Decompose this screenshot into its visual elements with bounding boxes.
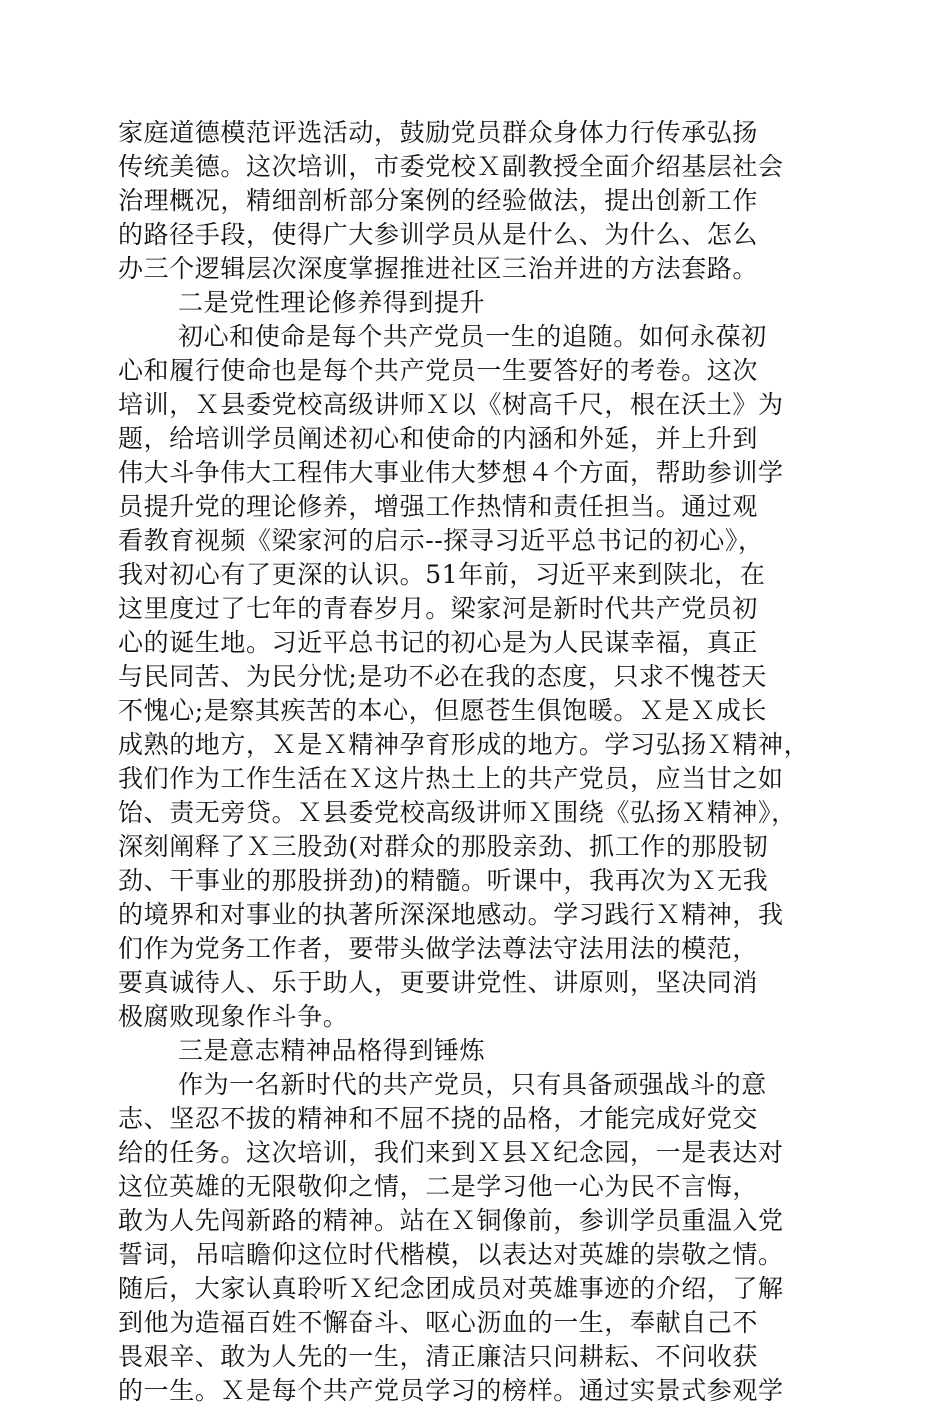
- paragraph-line-indented: 作为一名新时代的共产党员，只有具备顽强战斗的意: [178, 1070, 767, 1099]
- paragraph-line: 要真诚待人、乐于助人，更要讲党性、讲原则，坚决同消: [118, 968, 759, 997]
- paragraph-line: 的境界和对事业的执著所深深地感动。学习践行Ｘ精神，我: [118, 900, 784, 929]
- paragraph-line: 办三个逻辑层次深度掌握推进社区三治并进的方法套路。: [118, 254, 759, 283]
- paragraph-line: 心和履行使命也是每个共产党员一生要答好的考卷。这次: [118, 356, 759, 385]
- paragraph-line: 我们作为工作生活在Ｘ这片热土上的共产党员，应当甘之如: [118, 764, 784, 793]
- paragraph-line: 的路径手段，使得广大参训学员从是什么、为什么、怎么: [118, 220, 759, 249]
- paragraph-line-indented: 三是意志精神品格得到锤炼: [178, 1036, 486, 1065]
- paragraph-line: 培训，Ｘ县委党校高级讲师Ｘ以《树高千尺，根在沃土》为: [118, 390, 784, 419]
- paragraph-line: 题，给培训学员阐述初心和使命的内涵和外延，并上升到: [118, 424, 759, 453]
- paragraph-line: 极腐败现象作斗争。: [118, 1002, 349, 1031]
- paragraph-line: 劲、干事业的那股拼劲)的精髓。听课中，我再次为Ｘ无我: [118, 866, 769, 895]
- paragraph-line: 饴、责无旁贷。Ｘ县委党校高级讲师Ｘ围绕《弘扬Ｘ精神》，: [118, 798, 797, 827]
- paragraph-line: 成熟的地方，Ｘ是Ｘ精神孕育形成的地方。学习弘扬Ｘ精神，: [118, 730, 810, 759]
- paragraph-line: 这位英雄的无限敬仰之情，二是学习他一心为民不言悔，: [118, 1172, 759, 1201]
- paragraph-line: 给的任务。这次培训，我们来到Ｘ县Ｘ纪念园，一是表达对: [118, 1138, 784, 1167]
- paragraph-line: 我对初心有了更深的认识。51年前，习近平来到陕北，在: [118, 560, 766, 589]
- paragraph-line-indented: 初心和使命是每个共产党员一生的追随。如何永葆初: [178, 322, 767, 351]
- paragraph-line: 传统美德。这次培训，市委党校Ｘ副教授全面介绍基层社会: [118, 152, 784, 181]
- paragraph-line: 志、坚忍不拔的精神和不屈不挠的品格，才能完成好党交: [118, 1104, 759, 1133]
- paragraph-line: 随后，大家认真聆听Ｘ纪念团成员对英雄事迹的介绍，了解: [118, 1274, 784, 1303]
- document-page: [118, 116, 818, 1408]
- paragraph-line: 治理概况，精细剖析部分案例的经验做法，提出创新工作: [118, 186, 759, 215]
- paragraph-line: 与民同苦、为民分忧;是功不必在我的态度，只求不愧苍天: [118, 662, 768, 691]
- paragraph-line: 不愧心;是察其疾苦的本心，但愿苍生俱饱暖。Ｘ是Ｘ成长: [118, 696, 768, 725]
- paragraph-line: 看教育视频《梁家河的启示--探寻习近平总书记的初心》，: [118, 526, 764, 555]
- paragraph-line: 员提升党的理论修养，增强工作热情和责任担当。通过观: [118, 492, 759, 521]
- paragraph-line: 到他为造福百姓不懈奋斗、呕心沥血的一生，奉献自己不: [118, 1308, 759, 1337]
- paragraph-line: 畏艰辛、敢为人先的一生，清正廉洁只问耕耘、不问收获: [118, 1342, 759, 1371]
- paragraph-line: 伟大斗争伟大工程伟大事业伟大梦想４个方面，帮助参训学: [118, 458, 784, 487]
- paragraph-line-indented: 二是党性理论修养得到提升: [178, 288, 486, 317]
- paragraph-line: 深刻阐释了Ｘ三股劲(对群众的那股亲劲、抓工作的那股韧: [118, 832, 769, 861]
- paragraph-line: 心的诞生地。习近平总书记的初心是为人民谋幸福，真正: [118, 628, 759, 657]
- paragraph-line: 们作为党务工作者，要带头做学法尊法守法用法的模范，: [118, 934, 759, 963]
- paragraph-line: 誓词，吊唁瞻仰这位时代楷模，以表达对英雄的崇敬之情。: [118, 1240, 784, 1269]
- paragraph-line: 家庭道德模范评选活动，鼓励党员群众身体力行传承弘扬: [118, 118, 759, 147]
- paragraph-line: 敢为人先闯新路的精神。站在Ｘ铜像前，参训学员重温入党: [118, 1206, 784, 1235]
- paragraph-line: 这里度过了七年的青春岁月。梁家河是新时代共产党员初: [118, 594, 759, 623]
- paragraph-line: 的一生。Ｘ是每个共产党员学习的榜样。通过实景式参观学: [118, 1376, 784, 1405]
